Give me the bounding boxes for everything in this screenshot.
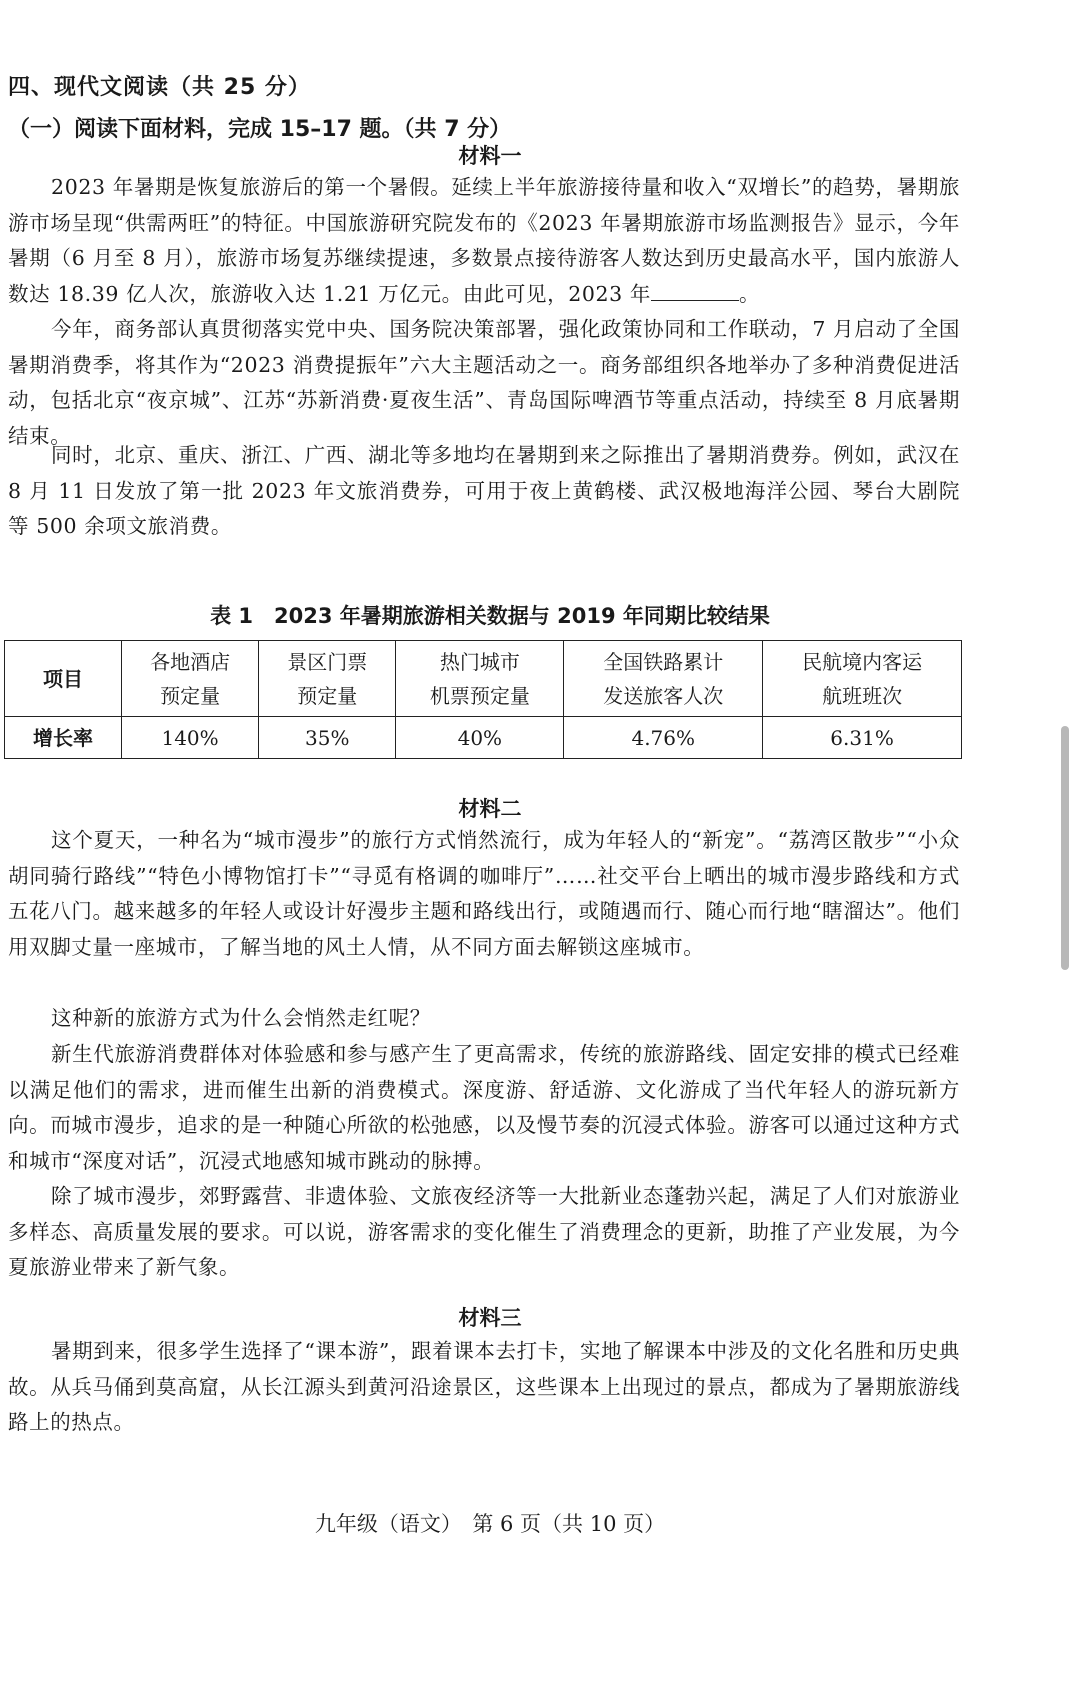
header-line: 全国铁路累计 (603, 649, 724, 674)
value-cell: 35% (259, 717, 396, 759)
material3-paragraph-1: 暑期到来，很多学生选择了“课本游”，跟着课本去打卡，实地了解课本中涉及的文化名胜和历史典故。从兵马俑到莫高窟，从长江源头到黄河沿途景区，这些课本上出现过的景点，都成为了暑期旅游线路上的热点。 (8, 1339, 960, 1434)
header-line: 景区门票 (287, 649, 368, 674)
section-title: 四、现代文阅读（共 25 分） (8, 75, 311, 100)
header-cell (396, 641, 564, 717)
header-cell (763, 641, 962, 717)
material2-heading: 材料二 (458, 797, 522, 821)
data-table (4, 640, 962, 759)
material1-paragraph-3: 同时，北京、重庆、浙江、广西、湖北等多地均在暑期到来之际推出了暑期消费券。例如，武汉在 8 月 11 日发放了第一批 2023 年文旅消费券，可用于夜上黄鹤楼、武汉极地海洋公园、琴台大剧院等 500 余项文旅消费。 (8, 443, 960, 538)
value-cell: 4.76% (564, 717, 763, 759)
material2-paragraph-3: 新生代旅游消费群体对体验感和参与感产生了更高需求，传统的旅游路线、固定安排的模式已经难以满足他们的需求，进而催生出新的消费模式。深度游、舒适游、文化游成了当代年轻人的游玩新方向。而城市漫步，追求的是一种随心所欲的松弛感，以及慢节奏的沉浸式体验。游客可以通过这种方式和城市“深度对话”，沉浸式地感知城市跳动的脉搏。 (8, 1042, 960, 1173)
scrollbar-thumb[interactable] (1061, 726, 1069, 970)
table-data-row (5, 717, 962, 759)
value-cell: 140% (122, 717, 259, 759)
material2-paragraph-1: 这个夏天，一种名为“城市漫步”的旅行方式悄然流行，成为年轻人的“新宠”。“荔湾区散步”“小众胡同骑行路线”“特色小博物馆打卡”“寻觅有格调的咖啡厅”……社交平台上晒出的城市漫步路线和方式五花八门。越来越多的年轻人或设计好漫步主题和路线出行，或随遇而行、随心而行地“瞎溜达”。他们用双脚丈量一座城市，了解当地的风土人情，从不同方面去解锁这座城市。 (8, 828, 960, 959)
header-line: 热门城市 (439, 649, 520, 674)
page-footer: 九年级（语文） 第 6 页（共 10 页） (314, 1512, 666, 1536)
header-line: 各地酒店 (150, 649, 231, 674)
material2-paragraph-4: 除了城市漫步，郊野露营、非遗体验、文旅夜经济等一大批新业态蓬勃兴起，满足了人们对旅游业多样态、高质量发展的要求。可以说，游客需求的变化催生了消费理念的更新，助推了产业发展，为今夏旅游业带来了新气象。 (8, 1184, 960, 1279)
header-cell (122, 641, 259, 717)
header-line: 民航境内客运 (802, 649, 923, 674)
fill-in-blank (651, 299, 739, 301)
material1-paragraph-2: 今年，商务部认真贯彻落实党中央、国务院决策部署，强化政策协同和工作联动，7 月启动了全国暑期消费季，将其作为“2023 消费提振年”六大主题活动之一。商务部组织各地举办了多种消费促进活动，包括北京“夜京城”、江苏“苏新消费·夏夜生活”、青岛国际啤酒节等重点活动，持续至 8 月底暑期结束。 (8, 317, 960, 448)
material3-heading: 材料三 (458, 1306, 522, 1330)
header-line: 机票预定量 (429, 683, 530, 708)
material1-p1-text: 2023 年暑期是恢复旅游后的第一个暑假。延续上半年旅游接待量和收入“双增长”的趋势，暑期旅游市场呈现“供需两旺”的特征。中国旅游研究院发布的《2023 年暑期旅游市场监测报告》显示，今年暑期（6 月至 8 月），旅游市场复苏继续提速，多数景点接待游客人数达到历史最高水平，国内旅游人数达 18.39 亿人次，旅游收入达 1.21 万亿元。由此可见，2023 年 (8, 175, 960, 306)
header-cell (259, 641, 396, 717)
material2-paragraph-2: 这种新的旅游方式为什么会悄然走红呢？ (51, 1006, 431, 1030)
header-line: 航班班次 (822, 683, 903, 708)
material1-paragraph-1 (8, 170, 960, 312)
material1-p1-end: 。 (738, 281, 761, 306)
header-line: 预定量 (160, 683, 221, 708)
row-label-cell: 增长率 (5, 717, 122, 759)
header-line: 发送旅客人次 (603, 683, 724, 708)
header-label-cell: 项目 (5, 641, 122, 717)
value-cell: 40% (396, 717, 564, 759)
header-cell (564, 641, 763, 717)
subsection-title: （一）阅读下面材料，完成 15–17 题。（共 7 分） (8, 117, 512, 142)
table-caption: 表 1 2023 年暑期旅游相关数据与 2019 年同期比较结果 (210, 604, 770, 628)
material1-heading: 材料一 (458, 144, 522, 168)
header-line: 预定量 (297, 683, 358, 708)
table-header-row (5, 641, 962, 717)
value-cell: 6.31% (763, 717, 962, 759)
